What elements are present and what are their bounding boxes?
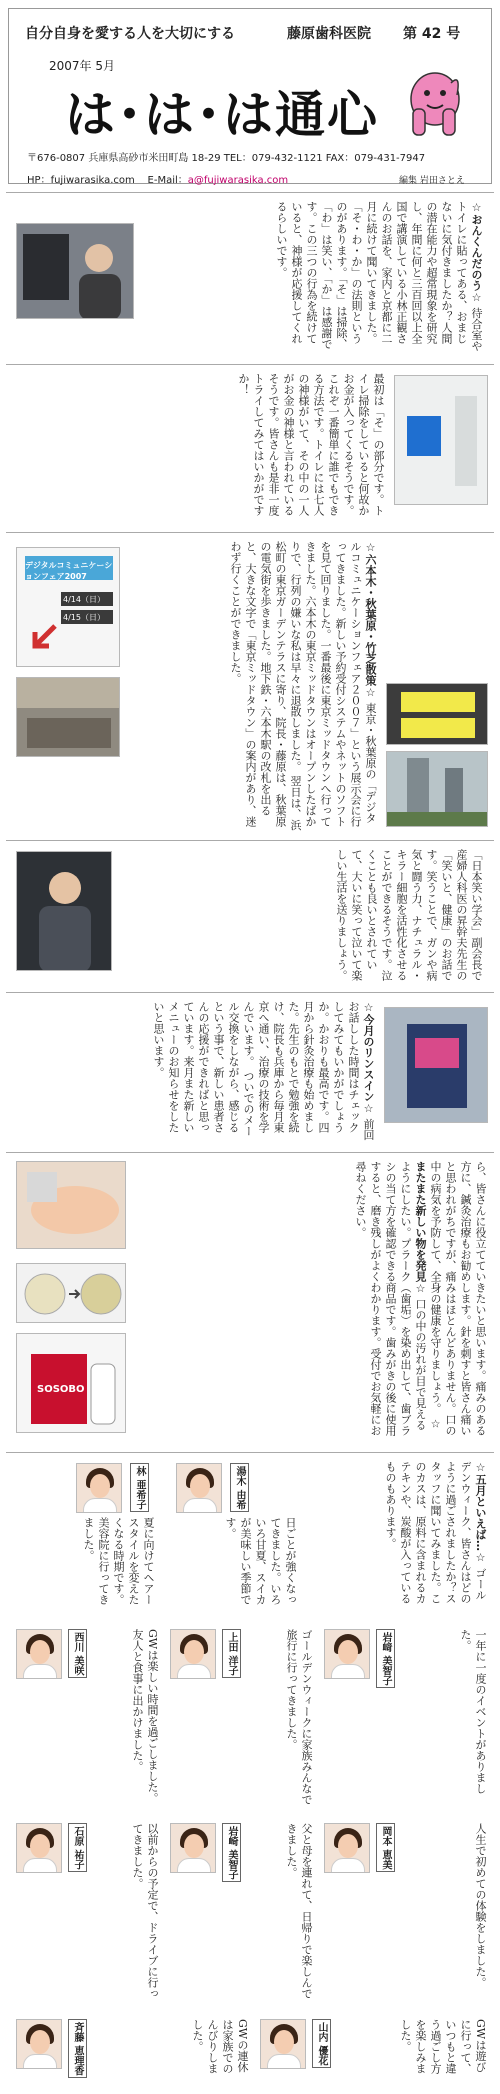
staff-text-8: 人生で初めての体験をしました。 (474, 1823, 487, 1988)
staff-text-7: 父と母を連れて、日帰りで楽しんできました。 (285, 1823, 313, 1999)
section-toilet (6, 364, 494, 528)
body-new-item-a: ら、皆さんに役立てていきたいと思います。痛みのある方に、鍼灸治療もお勧めします。針を刺すと皆さん痛いと思われがちですが、痛みはほとんどありません。口の中の病気を予防して、全身の健康を守りましょう。 (429, 1161, 487, 1436)
photo-rinse (384, 1007, 488, 1123)
body-rinse: 前回お話しした時間はチェックしてみてもいかがでしょうか。かおりも最高です。四月から針灸治療も始めました。先生のもとで勉強を続け、院長も兵庫から毎月東京へ通い、治療の技術を学んでいます。 (242, 1001, 375, 1141)
fair-sign-title: デジタルコミュニケーションフェア2007 (25, 561, 113, 581)
staff-name-7: 岩崎 美智子 (222, 1823, 241, 1882)
body-laughter: 「日本笑い学会」副会長で産婦人科医の昇幹夫先生の「笑いと、健康」のお話です。笑うことで、ガンや病気と闘う力、ナチュラル・キラー細胞を活性化させることができるそうです。泣くことも良いとされていて、大いに笑って泣いて楽しい生活を送りましょう。 (335, 849, 483, 981)
staff-name-8: 岡本 恵美 (376, 1823, 395, 1872)
article-roppongi (128, 541, 378, 831)
section-okundanou (6, 192, 494, 360)
staff-text-10: GWは遊びに行って、いつもと違う過ごし方を楽しみました。 (399, 2019, 487, 2074)
midtown-photo-icon (387, 752, 488, 827)
staff-photo-4 (170, 1629, 216, 1679)
staff-text-1: 夏に向けてヘアースタイルを変えたくなる時期です。美容院に行ってきました。 (82, 1517, 155, 1605)
toilet-photo-icon (395, 376, 488, 505)
director-photo-icon (17, 224, 134, 319)
fair-date-2: 4/15（日） (63, 613, 105, 622)
staff-name-2: 湯木 由希 (230, 1463, 249, 1512)
body-roppongi-b: 翌日は、浜松町の東京ガーデンテラスに寄り、院長・藤原は、秋葉原の電気街を歩きました。地下鉄・六本木駅の改札を出ると、大きな文字で「東京ミッドタウン」の案内があり、迷わず行くことができました。 (229, 541, 302, 831)
staff-photo-10 (260, 2019, 306, 2069)
akihabara-photo-icon (17, 678, 120, 757)
staff-text-2: 日ごとが強くなってきました。いろいろ甘夏、スイカが美味しい季節です。 (224, 1517, 297, 1605)
body-new-item-b: 口の中の汚れが目で見えるようにしたい。プラーク（歯垢）を染め出して、歯ブラシの当て方を確認できる商品です。歯みがきの後に使用すると、磨き残しがよくわかります。受付でお気軽にお尋ねください。 (354, 1161, 427, 1436)
body-toilet: 最初は「そ」の部分です。トイレ掃除をしていると何故かお金が入ってくるそうです。これぞ一番簡単に誰でもできる方法です。トイレには七人の神様がいて、その中の一人がお金の神様と言われているそうです。皆さんも是非一度トライしてみてはいかがですか！ (237, 373, 385, 516)
fair-date-1: 4/14（日） (63, 595, 105, 604)
subway-sign-icon (387, 684, 488, 745)
staff-photo-6 (16, 1823, 62, 1873)
staff-name-1: 林 亜希子 (130, 1463, 149, 1512)
issue-date: 2007年 5月 (49, 59, 115, 73)
issue-number: 第 42 号 (403, 26, 461, 42)
staff-photo-9 (16, 2019, 62, 2069)
article-may (306, 1461, 488, 1611)
photo-plaque-product (16, 1333, 126, 1433)
editor-credit: 編集 岩田さとえ (399, 176, 465, 186)
body-rinse-b: ついでのメール交換をしながら、感じるという事で、新しい患者さんの応援ができればと思っています。来月また新しいメニューのお知らせをしたいと思います。 (152, 1001, 255, 1137)
staff-name-5: 岩﨑 美智子 (376, 1629, 395, 1688)
photo-toilet (394, 375, 488, 505)
heading-okundanou: ☆おんくんだのう☆ (470, 201, 483, 304)
email-label: E-Mail： (147, 175, 188, 186)
staff-name-9: 斉藤 恵理香 (68, 2019, 87, 2078)
hp-label: HP： (27, 175, 51, 186)
staff-photo-2 (176, 1463, 222, 1513)
newsletter-title: は･は･は通心 (65, 86, 379, 144)
heading-roppongi: ☆六本木・秋葉原・竹芝散策☆ (364, 541, 377, 699)
body-may: ゴールデンウィーク、皆さんはどのように過ごされましたか？スタッフに聞いてみました。このカスは、原料に含まれるカテキンや、炭酸が入っているものもあります。 (384, 1461, 487, 1604)
staff-text-9: GWの連休は家族でのんびりしました。 (191, 2019, 249, 2074)
photo-akihabara (16, 677, 120, 757)
section-roppongi (6, 532, 494, 836)
article-rinse (16, 1001, 376, 1141)
article-toilet (16, 373, 386, 521)
article-okundanou (144, 201, 484, 353)
staff-text-3: GWは楽しい時間を過ごしました。友人と食事に出かけました。 (131, 1629, 159, 1804)
article-laughter (114, 849, 484, 981)
staff-photo-1 (76, 1463, 122, 1513)
body-roppongi: 東京・秋葉原の「デジタルコミュニケーションフェア２００７」という展示会に行ってきました。新しい予約受付システムやネットのソフトを見て回りました。一番最後に東京ミッドタウンへ行ってきました。六本木の東京ミッドタウンはオープンしたばかりで、行列の嫌いな私は早々に退散しました。 (289, 541, 377, 827)
photo-midtown (386, 751, 488, 827)
tooth-mascot-icon (399, 65, 469, 145)
speaker-photo-icon (17, 852, 112, 971)
staff-text-5: 一年に一度のイベントがありました。 (459, 1629, 487, 1794)
staff-name-3: 西川 美咲 (68, 1629, 87, 1678)
photo-fair-sign (16, 547, 120, 667)
staff-photo-7 (170, 1823, 216, 1873)
photo-subway-sign (386, 683, 488, 745)
heading-new-item: ☆またまた新しい物を発見☆ (414, 1161, 442, 1431)
staff-name-4: 上田 洋子 (222, 1629, 241, 1678)
rinse-photo-icon (385, 1008, 488, 1123)
staff-text-4: ゴールデンウィークに家族みんなで旅行に行ってきました。 (285, 1629, 313, 1805)
clinic-address: 〒676-0807 兵庫県高砂市米田町島 18-29 TEL：079-432-1121 FAX：079-431-7947 (27, 153, 426, 164)
photo-speaker (16, 851, 112, 971)
section-may (6, 1452, 494, 2088)
staff-name-6: 石原 祐子 (68, 1823, 87, 1872)
section-rinse (6, 992, 494, 1148)
article-new-item (134, 1161, 488, 1441)
hp-link[interactable]: fujiwarasika.com (50, 175, 135, 186)
heading-may: ☆五月といえば…☆ (474, 1461, 487, 1564)
staff-photo-8 (324, 1823, 370, 1873)
heading-rinse: ☆今月のリンスイン☆ (362, 1001, 375, 1115)
clinic-name: 藤原歯科医院 (287, 26, 371, 42)
web-contacts (27, 171, 288, 186)
section-laughter (6, 840, 494, 988)
plaque-dish-icon (17, 1264, 126, 1323)
staff-text-6: 以前からの予定で、ドライブに行ってきました。 (131, 1823, 159, 1999)
plaque-product-brand: SOSOBO (37, 1384, 85, 1395)
photo-director (16, 223, 134, 319)
body-okundanou: 待合室やトイレに貼ってある、おまじないに気付きましたか？人間の潜在能力や超常現象を研究し、年間に何と三百回以上全国で講演している小林正観さんのお話を、家内と京都に二月に続けて聞いてきました。「そ・わ・か」の法則というのがあります。「そ」は掃除、「わ」は笑い、「か」は感謝です。この三つの行為を続けていると、神様が応援してくれるらしいです。 (275, 201, 483, 352)
staff-photo-5 (324, 1629, 370, 1679)
slogan: 自分自身を愛する人を大切にする (25, 26, 235, 42)
staff-photo-3 (16, 1629, 62, 1679)
masthead (8, 8, 492, 184)
email-link[interactable]: a@fujiwarasika.com (187, 175, 289, 186)
acupuncture-photo-icon (17, 1162, 126, 1249)
photo-plaque-dish (16, 1263, 126, 1323)
section-new-item (6, 1152, 494, 1448)
photo-acupuncture (16, 1161, 126, 1249)
staff-name-10: 山内 優花 (312, 2019, 331, 2068)
